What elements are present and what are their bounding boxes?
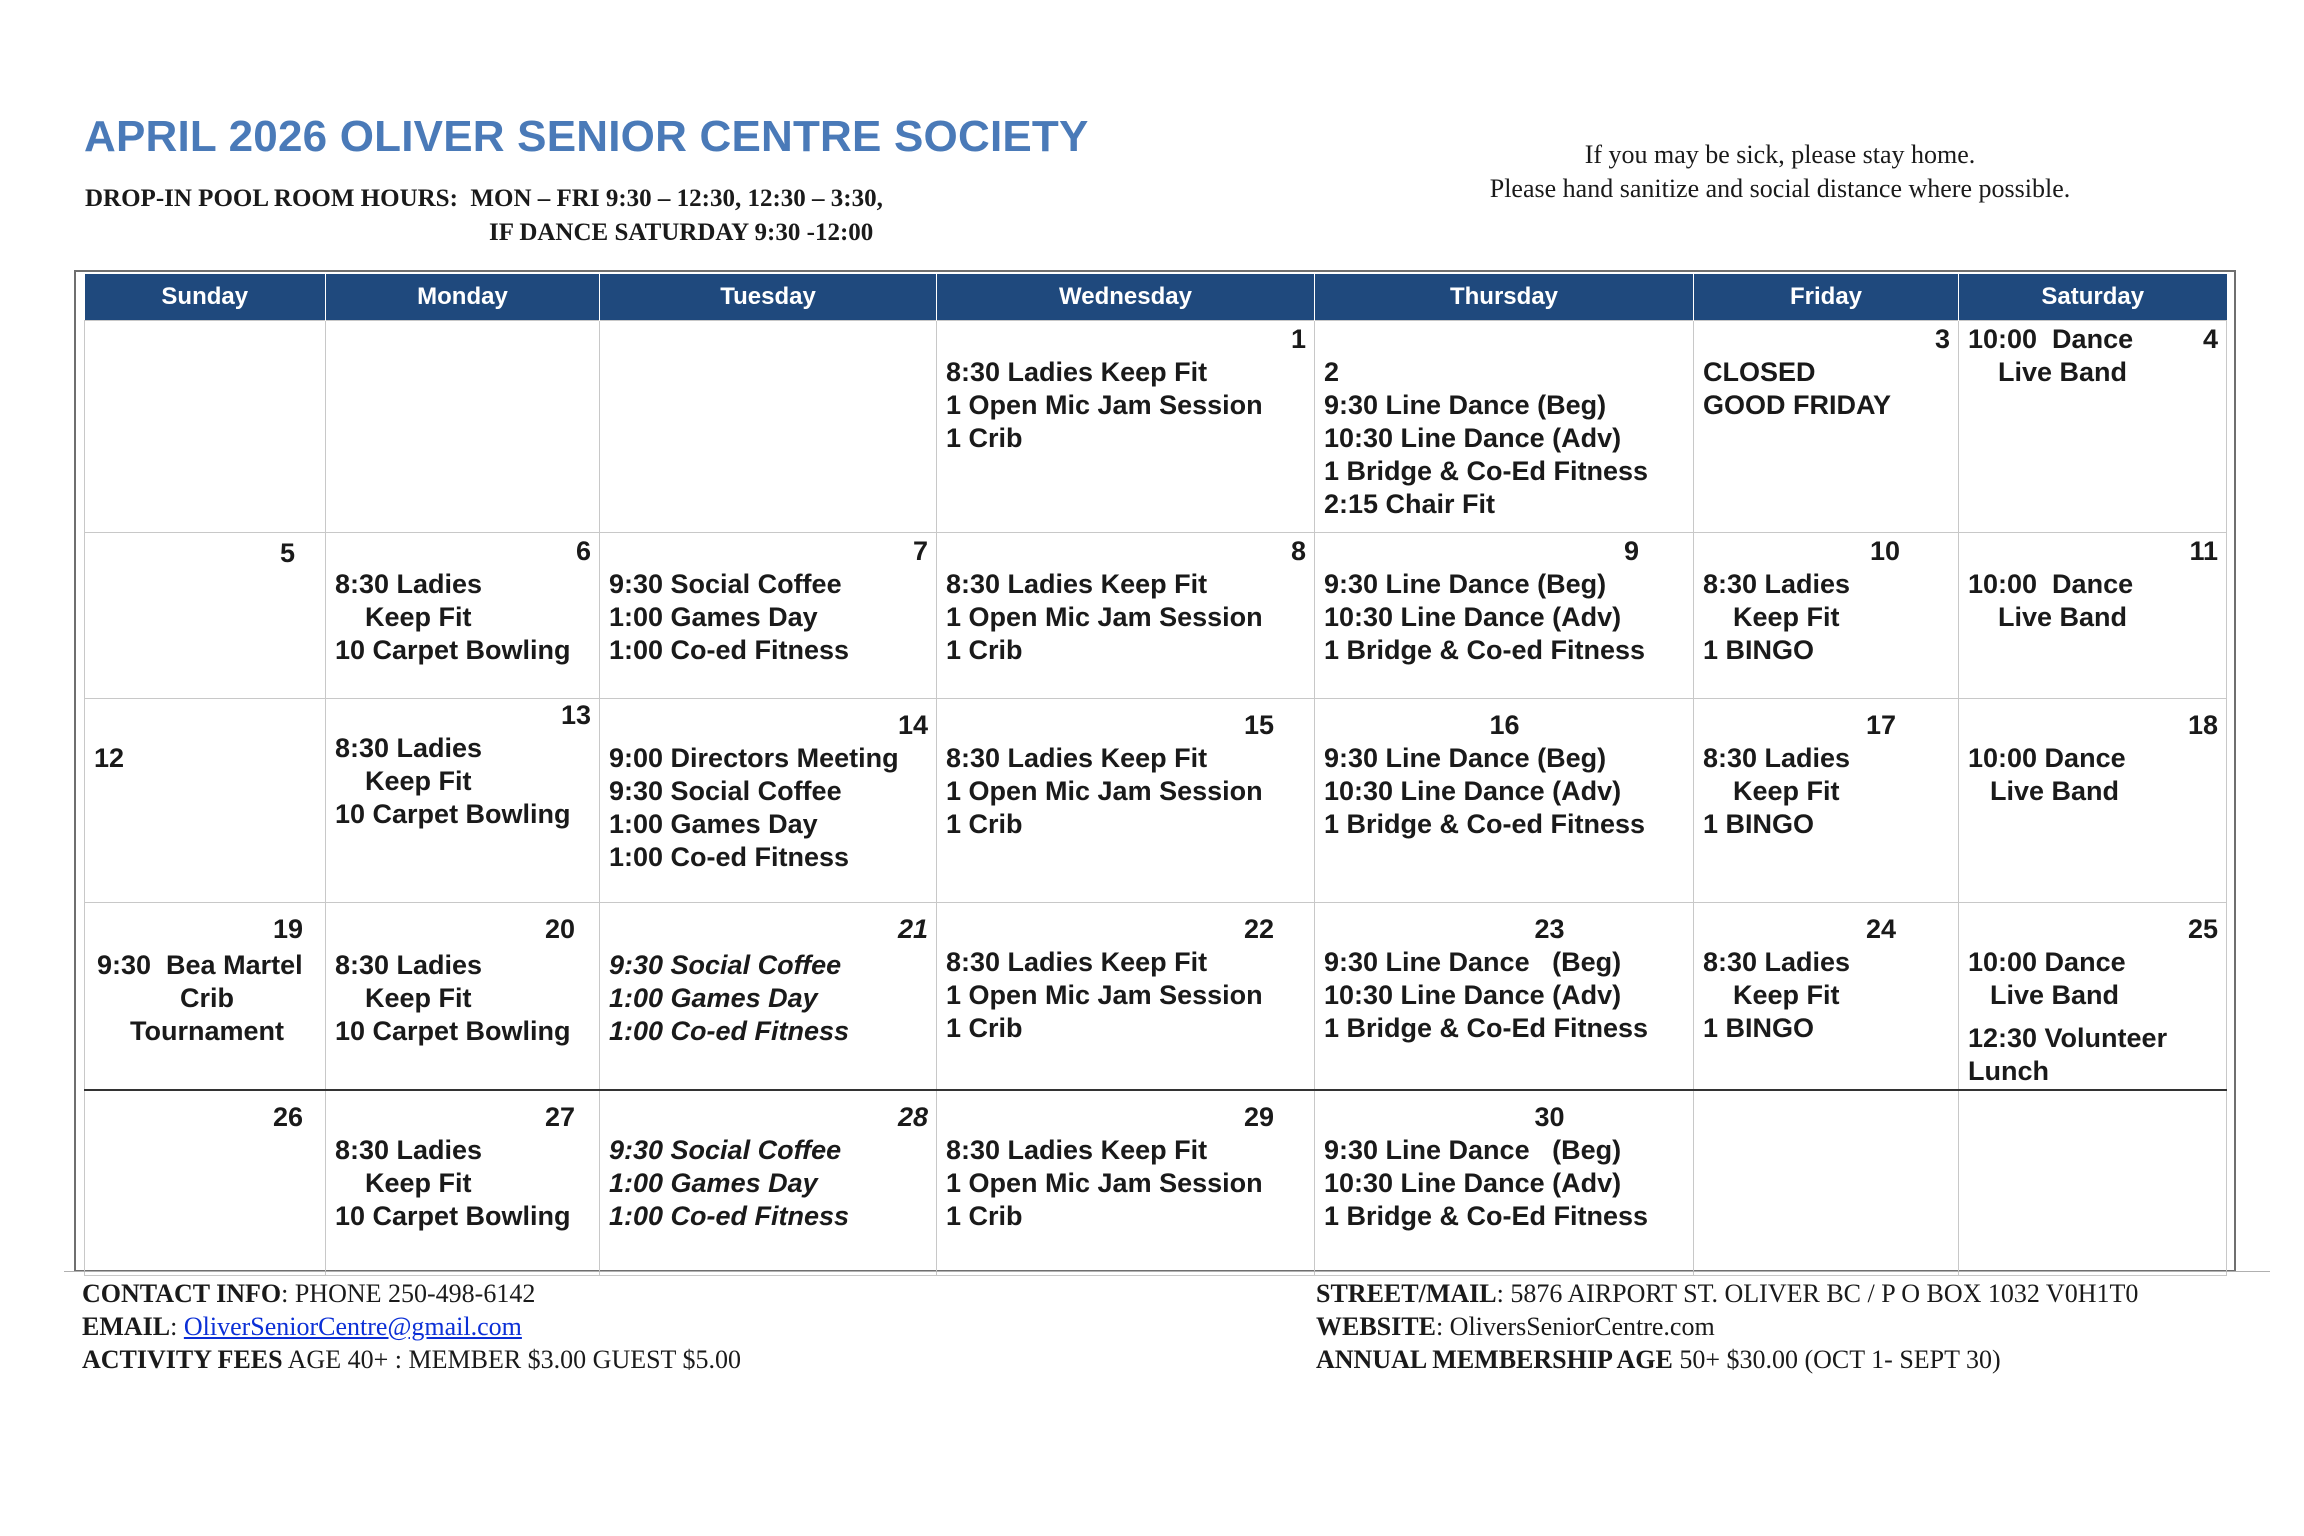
day-number: 8: [1290, 536, 1306, 566]
event: Keep Fit: [1733, 776, 1840, 806]
event: 10 Carpet Bowling: [335, 799, 571, 829]
event: 9:30 Line Dance (Beg): [1324, 947, 1622, 977]
event: 9:30 Social Coffee: [609, 776, 842, 806]
event: 10:30 Line Dance (Adv): [1324, 776, 1622, 806]
pool-room-hours: [85, 182, 883, 250]
event: 1 Crib: [946, 423, 1023, 453]
day-cell-5: [85, 533, 326, 699]
event: 10 Carpet Bowling: [335, 1200, 571, 1231]
day-cell-10: [1694, 533, 1959, 699]
day-cell-3: [1694, 321, 1959, 533]
page-title: APRIL 2026 OLIVER SENIOR CENTRE SOCIETY: [84, 112, 1089, 161]
event: 1 Bridge & Co-ed Fitness: [1324, 635, 1646, 665]
day-cell-8: [937, 533, 1315, 699]
day-number: 17: [1865, 710, 1896, 740]
day-number: 25: [2187, 914, 2218, 944]
header-wednesday: Wednesday: [937, 274, 1315, 321]
day-cell-27: [326, 1090, 600, 1276]
event: 9:30 Line Dance (Beg): [1324, 390, 1607, 420]
pool-hours-weekday: MON – FRI 9:30 – 12:30, 12:30 – 3:30,: [470, 185, 883, 212]
event: 1 Bridge & Co-Ed Fitness: [1324, 1013, 1649, 1043]
event: 10:30 Line Dance (Adv): [1324, 980, 1622, 1010]
week-row-4: [85, 903, 2227, 1090]
membership-label: ANNUAL MEMBERSHIP AGE: [1316, 1345, 1673, 1374]
day-number: 5: [279, 538, 295, 568]
day-cell-18: [1959, 699, 2227, 903]
event: 8:30 Ladies Keep Fit: [946, 743, 1208, 773]
event: 10:30 Line Dance (Adv): [1324, 602, 1622, 632]
event: 9:30 Bea Martel: [97, 950, 303, 980]
event: 12:30 Volunteer: [1968, 1023, 2168, 1053]
event-closed: CLOSED: [1703, 357, 1816, 387]
event: 8:30 Ladies: [335, 950, 483, 980]
day-number: 4: [2202, 324, 2218, 354]
day-cell-24: [1694, 903, 1959, 1090]
event: Keep Fit: [1733, 602, 1840, 632]
event: 8:30 Ladies Keep Fit: [946, 569, 1208, 599]
day-cell-23: [1315, 903, 1694, 1090]
event: 1:00 Games Day: [609, 602, 818, 632]
website-info: [1316, 1310, 2138, 1343]
header-tuesday: Tuesday: [600, 274, 937, 321]
event: 1 Crib: [946, 1200, 1023, 1231]
event: Keep Fit: [365, 766, 472, 796]
fees-value: AGE 40+ : MEMBER $3.00 GUEST $5.00: [282, 1345, 741, 1374]
week-row-3: [85, 699, 2227, 903]
day-number: 16: [1489, 710, 1520, 740]
event: 1:00 Games Day: [609, 809, 818, 839]
day-cell-empty: [326, 321, 600, 533]
week-row-5: [85, 1090, 2227, 1276]
header-friday: Friday: [1694, 274, 1959, 321]
email-label: EMAIL: [82, 1312, 171, 1341]
email-separator: :: [170, 1312, 184, 1341]
event: Live Band: [1998, 357, 2128, 387]
street-value: : 5876 AIRPORT ST. OLIVER BC / P O BOX 1032 V0H1T0: [1496, 1279, 2139, 1308]
week-row-2: [85, 533, 2227, 699]
event: 8:30 Ladies: [1703, 569, 1851, 599]
day-cell-empty: [1959, 1090, 2227, 1276]
event: 1 BINGO: [1703, 1013, 1815, 1043]
event: 9:30 Social Coffee: [609, 1134, 842, 1165]
street-label: STREET/MAIL: [1316, 1279, 1497, 1308]
event: 10 Carpet Bowling: [335, 635, 571, 665]
day-cell-29: [937, 1090, 1315, 1276]
day-number: 18: [2187, 710, 2218, 740]
day-number: 12: [94, 743, 125, 773]
day-number: 13: [560, 700, 591, 730]
day-cell-25: [1959, 903, 2227, 1090]
day-number: 2: [1324, 357, 1340, 387]
event: 1:00 Co-ed Fitness: [609, 842, 850, 872]
footer-left: [82, 1277, 741, 1376]
day-number: 30: [1534, 1101, 1565, 1132]
event: 1 Bridge & Co-ed Fitness: [1324, 809, 1646, 839]
event: Keep Fit: [1733, 980, 1840, 1010]
event: Live Band: [1990, 980, 2120, 1010]
day-cell-19: [85, 903, 326, 1090]
contact-phone: : PHONE 250-498-6142: [281, 1279, 536, 1308]
notice-line-2: Please hand sanitize and social distance where possible.: [1489, 174, 2071, 203]
activity-fees: [82, 1343, 741, 1376]
event: Keep Fit: [365, 983, 472, 1013]
event: 8:30 Ladies: [335, 733, 483, 763]
header-monday: Monday: [326, 274, 600, 321]
pool-hours-saturday: IF DANCE SATURDAY 9:30 -12:00: [489, 219, 874, 246]
weekday-header-row: [85, 274, 2227, 321]
event: 10:30 Line Dance (Adv): [1324, 423, 1622, 453]
day-number: 14: [897, 710, 928, 740]
event: 10:00 Dance: [1968, 743, 2126, 773]
day-number: 7: [912, 536, 928, 566]
event: 1 Bridge & Co-Ed Fitness: [1324, 1200, 1649, 1231]
event: 1 Crib: [946, 1013, 1023, 1043]
event: 1:00 Games Day: [609, 1167, 818, 1198]
event: 10:30 Line Dance (Adv): [1324, 1167, 1622, 1198]
week-row-1: [85, 321, 2227, 533]
day-number: 23: [1534, 914, 1565, 944]
health-notice: [1360, 138, 2200, 206]
day-cell-2: [1315, 321, 1694, 533]
annual-membership: [1316, 1343, 2138, 1376]
day-number: 21: [897, 914, 928, 944]
day-cell-26: [85, 1090, 326, 1276]
event: Crib: [180, 983, 234, 1013]
header-thursday: Thursday: [1315, 274, 1694, 321]
event: 1:00 Co-ed Fitness: [609, 1200, 850, 1231]
event: 8:30 Ladies: [1703, 743, 1851, 773]
event: 1 Open Mic Jam Session: [946, 390, 1263, 420]
day-cell-28: [600, 1090, 937, 1276]
event: 9:00 Directors Meeting: [609, 743, 899, 773]
email-info: [82, 1310, 741, 1343]
day-number: 27: [544, 1101, 575, 1132]
day-cell-13: [326, 699, 600, 903]
day-number: 15: [1243, 710, 1274, 740]
event: 1 Open Mic Jam Session: [946, 980, 1263, 1010]
day-number: 29: [1243, 1101, 1274, 1132]
event: 10:00 Dance: [1968, 569, 2134, 599]
event: 1 Bridge & Co-Ed Fitness: [1324, 456, 1649, 486]
event: 10:00 Dance: [1968, 324, 2134, 354]
event: 9:30 Line Dance (Beg): [1324, 743, 1607, 773]
day-number: 3: [1934, 324, 1950, 354]
email-link[interactable]: OliverSeniorCentre@gmail.com: [183, 1312, 522, 1341]
day-number: 28: [897, 1101, 928, 1132]
day-cell-30: [1315, 1090, 1694, 1276]
day-cell-17: [1694, 699, 1959, 903]
day-number: 22: [1243, 914, 1274, 944]
day-cell-9: [1315, 533, 1694, 699]
day-number: 6: [575, 536, 591, 566]
event: 1:00 Co-ed Fitness: [609, 635, 850, 665]
day-cell-1: [937, 321, 1315, 533]
membership-value: 50+ $30.00 (OCT 1- SEPT 30): [1672, 1345, 2001, 1374]
day-cell-6: [326, 533, 600, 699]
contact-label: CONTACT INFO: [82, 1279, 282, 1308]
event: 10:00 Dance: [1968, 947, 2126, 977]
event: 8:30 Ladies Keep Fit: [946, 1134, 1208, 1165]
event-good-friday: GOOD FRIDAY: [1703, 390, 1892, 420]
day-cell-16: [1315, 699, 1694, 903]
day-number: 9: [1623, 536, 1639, 566]
event: 8:30 Ladies: [335, 1134, 483, 1165]
day-cell-empty: [1694, 1090, 1959, 1276]
day-cell-7: [600, 533, 937, 699]
pool-hours-label: DROP-IN POOL ROOM HOURS:: [85, 185, 458, 212]
fees-label: ACTIVITY FEES: [82, 1345, 283, 1374]
event: 1 Open Mic Jam Session: [946, 1167, 1263, 1198]
day-cell-15: [937, 699, 1315, 903]
event: 1 Crib: [946, 809, 1023, 839]
day-number: 24: [1865, 914, 1896, 944]
day-number: 26: [272, 1101, 303, 1132]
notice-line-1: If you may be sick, please stay home.: [1584, 140, 1976, 169]
contact-info: [82, 1277, 741, 1310]
event: 8:30 Ladies Keep Fit: [946, 357, 1208, 387]
event: 1 BINGO: [1703, 635, 1815, 665]
event: 9:30 Line Dance (Beg): [1324, 1134, 1622, 1165]
day-cell-11: [1959, 533, 2227, 699]
day-cell-empty: [600, 321, 937, 533]
calendar-grid: [84, 274, 2227, 1276]
day-cell-22: [937, 903, 1315, 1090]
event: 9:30 Social Coffee: [609, 569, 842, 599]
event: 1 Open Mic Jam Session: [946, 776, 1263, 806]
day-number: 10: [1869, 536, 1900, 566]
event: Live Band: [1998, 602, 2128, 632]
event: 8:30 Ladies: [335, 569, 483, 599]
website-label: WEBSITE: [1316, 1312, 1436, 1341]
footer-right: [1316, 1277, 2138, 1376]
event: 10 Carpet Bowling: [335, 1016, 571, 1046]
event: Keep Fit: [365, 602, 472, 632]
header-sunday: Sunday: [85, 274, 326, 321]
event: 1 Crib: [946, 635, 1023, 665]
day-number: 11: [2189, 536, 2218, 566]
event: Live Band: [1990, 776, 2120, 806]
event: Keep Fit: [365, 1167, 472, 1198]
day-cell-21: [600, 903, 937, 1090]
event: Lunch: [1968, 1056, 2049, 1086]
event: 1:00 Games Day: [609, 983, 818, 1013]
event: 2:15 Chair Fit: [1324, 489, 1496, 519]
event: 8:30 Ladies Keep Fit: [946, 947, 1208, 977]
event: 1 Open Mic Jam Session: [946, 602, 1263, 632]
street-mail: [1316, 1277, 2138, 1310]
day-number: 20: [544, 914, 575, 944]
day-cell-14: [600, 699, 937, 903]
website-value: : OliversSeniorCentre.com: [1435, 1312, 1715, 1341]
day-number: 1: [1290, 324, 1306, 354]
event: Tournament: [130, 1016, 284, 1046]
header-saturday: Saturday: [1959, 274, 2227, 321]
day-cell-20: [326, 903, 600, 1090]
footer-divider: [64, 1271, 2270, 1272]
event: 1 BINGO: [1703, 809, 1815, 839]
day-cell-12: [85, 699, 326, 903]
event: 9:30 Social Coffee: [609, 950, 842, 980]
event: 8:30 Ladies: [1703, 947, 1851, 977]
day-cell-4: [1959, 321, 2227, 533]
day-number: 19: [272, 914, 303, 944]
event: 9:30 Line Dance (Beg): [1324, 569, 1607, 599]
day-cell-empty: [85, 321, 326, 533]
event: 1:00 Co-ed Fitness: [609, 1016, 850, 1046]
